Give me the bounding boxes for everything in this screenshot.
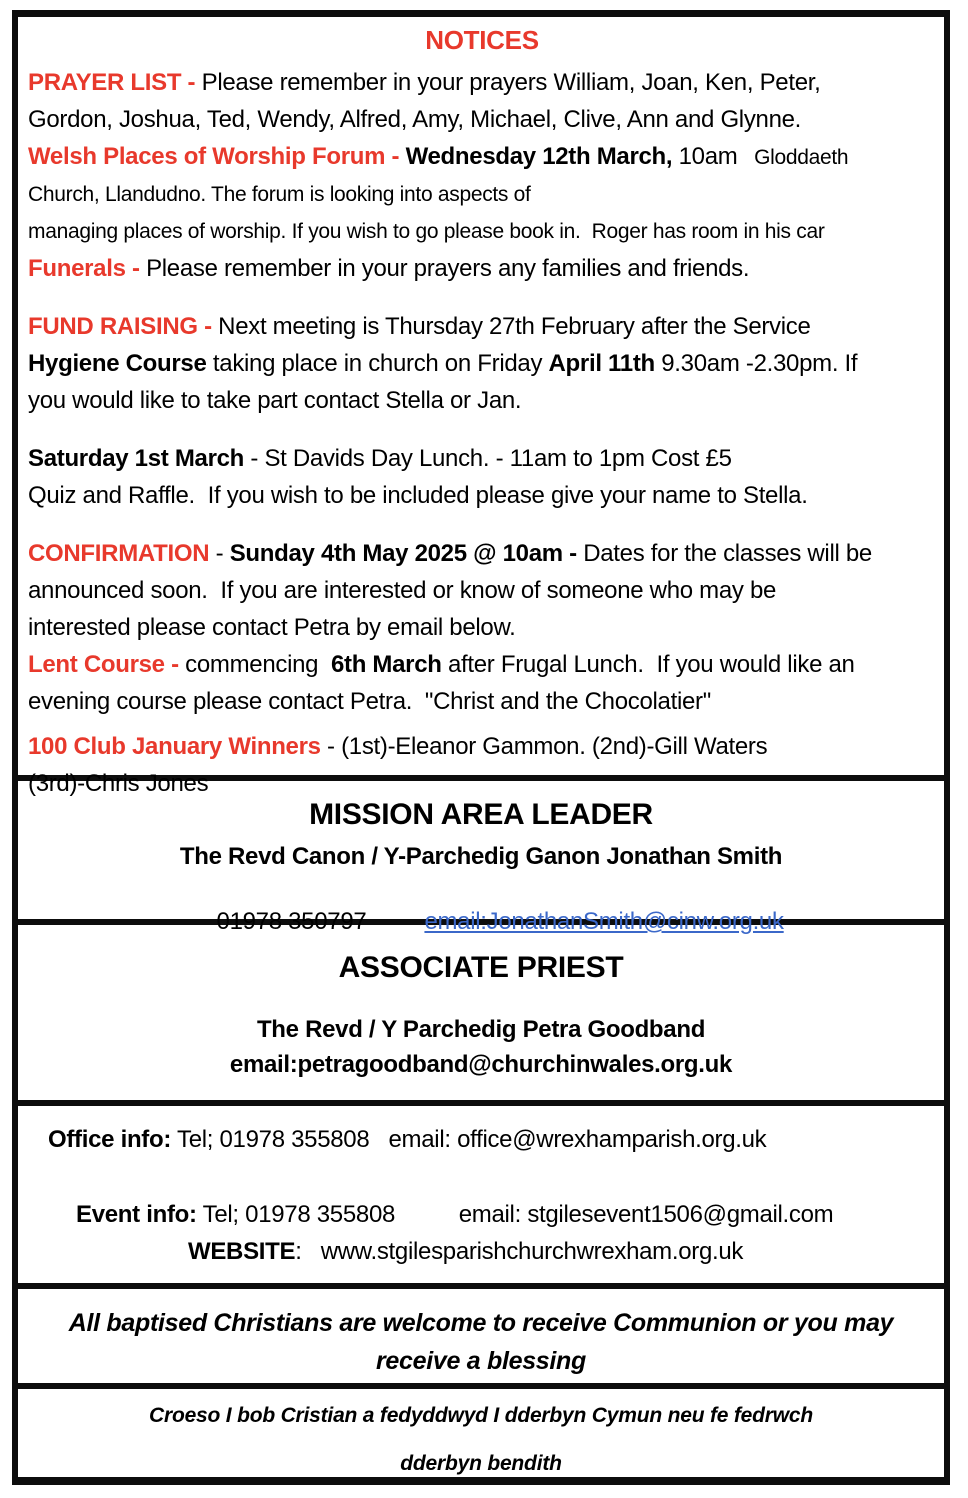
- notice-text-run: Next meeting is Thursday 27th February after the Service: [211, 313, 811, 340]
- notice-text-run: Sunday 4th May 2025 @ 10am -: [229, 540, 577, 567]
- notice-line: [28, 176, 936, 213]
- notice-text-run: after Frugal Lunch. If you would like an: [441, 651, 855, 678]
- notice-line: [28, 609, 936, 646]
- notice-text-run: evening course please contact Petra. "Christ and the Chocolatier": [28, 688, 711, 715]
- notice-text-run: Please remember in your prayers any families and friends.: [139, 255, 750, 282]
- section-communion-note: [18, 1289, 944, 1389]
- website-line: [18, 1233, 944, 1270]
- section-mission-area-leader: [18, 781, 944, 935]
- notice-text-run: Wednesday 12th March,: [399, 143, 673, 170]
- notice-sheet: [12, 10, 950, 1485]
- notice-text-run: Hygiene Course: [28, 350, 207, 377]
- notice-line: [28, 477, 936, 514]
- welsh-note-line1: Croeso I bob Cristian a fedyddwyd I dderbyn Cymun neu fe fedrwch: [149, 1404, 813, 1427]
- website-label: WEBSITE: [188, 1238, 296, 1265]
- office-info-label: Office info:: [48, 1126, 172, 1153]
- office-info-value: Tel; 01978 355808 email: office@wrexhamparish.org.uk: [171, 1126, 767, 1153]
- event-info-label: Event info:: [76, 1201, 197, 1228]
- notice-text-run: announced soon. If you are interested or know of someone who may be: [28, 577, 777, 604]
- section-welsh-note: [18, 1389, 944, 1477]
- notice-line: [28, 683, 936, 720]
- event-info-line: [18, 1196, 944, 1233]
- section-contact-info: [18, 1106, 944, 1289]
- section-associate-priest: [18, 925, 944, 1106]
- event-info-value: Tel; 01978 355808 email: stgilesevent1506@gmail.com: [196, 1201, 834, 1228]
- notices-title: NOTICES: [425, 25, 539, 55]
- notice-line: [28, 308, 936, 345]
- notice-text-run: Quiz and Raffle. If you wish to be included please give your name to Stella.: [28, 482, 808, 509]
- office-info-line: [18, 1121, 944, 1158]
- notice-text-run: Saturday 1st March: [28, 445, 245, 472]
- mission-phone-number: 01978 350797: [216, 908, 367, 935]
- associate-priest-name: The Revd / Y Parchedig Petra Goodband: [256, 1016, 706, 1043]
- notice-text-run: 9.30am -2.30pm. If: [654, 350, 858, 377]
- notice-line: [28, 382, 936, 419]
- notice-text-run: you would like to take part contact Stella or Jan.: [28, 387, 522, 414]
- notice-line: [28, 646, 936, 683]
- notice-text-run: taking place in church on Friday: [206, 350, 549, 377]
- notice-text-run: Dates for the classes will be: [576, 540, 872, 567]
- notice-line: [28, 138, 936, 176]
- notices-body: [28, 64, 936, 802]
- notice-line: [28, 250, 936, 287]
- notice-line: [28, 728, 936, 765]
- notice-text-run: 6th March: [330, 651, 442, 678]
- associate-priest-email: email:petragoodband@churchinwales.org.uk: [229, 1051, 733, 1078]
- notice-text-run: -: [209, 540, 230, 567]
- notice-text-run: - St Davids Day Lunch. - 11am to 1pm Cost £5: [244, 445, 732, 472]
- notice-line: [28, 64, 936, 101]
- notice-text-run: interested please contact Petra by email below.: [28, 614, 516, 641]
- mission-area-leader-name: The Revd Canon / Y-Parchedig Ganon Jonathan Smith: [179, 843, 783, 870]
- notice-line: [28, 213, 936, 250]
- notice-text-run: Funerals -: [28, 255, 140, 282]
- notice-text-run: managing places of worship. If you wish to go please book in. Roger has room in his car: [28, 220, 825, 243]
- notice-text-run: Gordon, Joshua, Ted, Wendy, Alfred, Amy, Michael, Clive, Ann and Glynne.: [28, 106, 802, 133]
- website-value: : www.stgilesparishchurchwrexham.org.uk: [295, 1238, 744, 1265]
- notice-text-run: PRAYER LIST -: [28, 69, 196, 96]
- notice-text-run: - (1st)-Eleanor Gammon. (2nd)-Gill Waters: [320, 733, 768, 760]
- notice-text-run: Gloddaeth: [737, 146, 849, 169]
- notice-line: [28, 572, 936, 609]
- notice-text-run: commencing: [178, 651, 331, 678]
- notice-line: [28, 101, 936, 138]
- notice-text-run: (3rd)-Chris Jones: [28, 770, 209, 797]
- notice-line: [28, 345, 936, 382]
- notice-text-run: April 11th: [548, 350, 655, 377]
- notice-text-run: 10am: [672, 143, 738, 170]
- notice-text-run: CONFIRMATION: [28, 540, 210, 567]
- associate-priest-title: ASSOCIATE PRIEST: [338, 951, 624, 984]
- notice-line: [28, 535, 936, 572]
- communion-note-line2: receive a blessing: [375, 1347, 586, 1375]
- notice-text-run: Welsh Places of Worship Forum -: [28, 143, 400, 170]
- section-notices: [18, 17, 944, 797]
- notice-text-run: 100 Club January Winners: [28, 733, 321, 760]
- mission-area-leader-title: MISSION AREA LEADER: [309, 798, 653, 831]
- mission-email-link[interactable]: email:JonathanSmith@cinw.org.uk: [424, 908, 784, 935]
- welsh-note-line2: dderbyn bendith: [400, 1452, 562, 1475]
- notice-text-run: FUND RAISING -: [28, 313, 212, 340]
- notice-text-run: Lent Course -: [28, 651, 179, 678]
- notice-line: [28, 440, 936, 477]
- communion-note-line1: All baptised Christians are welcome to receive Communion or you may: [68, 1309, 894, 1337]
- notice-text-run: Church, Llandudno. The forum is looking into aspects of: [28, 183, 531, 206]
- notice-text-run: Please remember in your prayers William, Joan, Ken, Peter,: [195, 69, 821, 96]
